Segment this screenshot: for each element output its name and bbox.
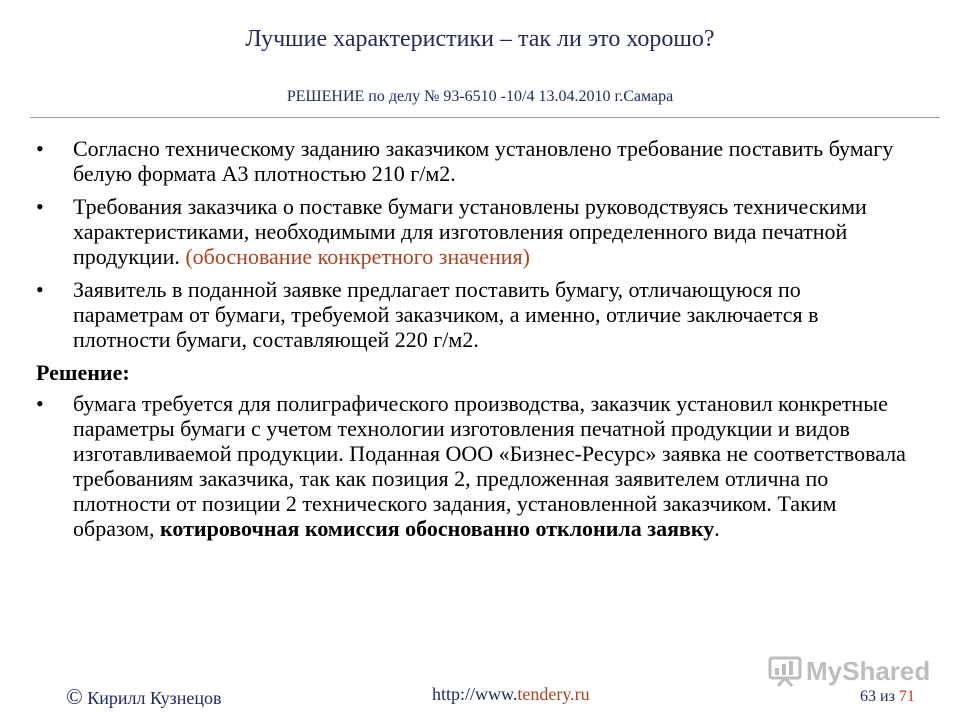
bullet-glyph: • [36,277,44,302]
decision-end: . [714,516,720,541]
watermark-logo [768,654,930,688]
page-counter [860,688,915,706]
page-separator: из [880,688,895,705]
bullet-item [36,277,916,352]
slide-subtitle: РЕШЕНИЕ по делу № 93-6510 -10/4 13.04.2010 г.Самара [286,88,674,105]
footer-url[interactable] [432,684,590,705]
footer-author [66,684,221,710]
bullet-glyph: • [36,391,44,416]
header-divider [30,117,940,118]
decision-text: бумага требуется для полиграфического производства, заказчик установил конкретные параметры бумаги с учетом технологии изготовления печатной продукции и видов изготавливаемой продукции. Поданная ООО «Бизнес-Ресурс» заявка не соответствовала требованиям заказчика, так как позиция 2, предложенная заявителем отлична по плотности от позиции 2 технического задания, установленной заказчиком. Таким образом, [73,391,906,541]
page-current: 63 [860,688,876,705]
bullet-item [36,194,916,269]
page-total: 71 [898,688,915,705]
url-domain: tendery.ru [517,684,590,704]
copyright-symbol: © [66,684,83,709]
decision-bullet [36,391,916,541]
bullet-text: Согласно техническому заданию заказчиком установлено требование поставить бумагу белую формата А3 плотностью 210 г/м2. [73,136,894,186]
watermark-text: MyShared [806,655,931,686]
bullet-glyph: • [36,136,44,161]
bullet-text: Требования заказчика о поставке бумаги установлены руководствуясь техническими характеристиками, необходимыми для изготовления определенного вида печатной продукции. [73,194,867,269]
decision-bold-conclusion: котировочная комиссия обоснованно отклонила заявку [160,516,715,541]
decision-heading: Решение: [36,360,130,385]
bullet-glyph: • [36,194,44,219]
url-prefix: http://www. [432,684,518,704]
bullet-text: Заявитель в поданной заявке предлагает поставить бумагу, отличающуюся по параметрам от бумаги, требуемой заказчиком, а именно, отличие заключается в плотности бумаги, составляющей 220 г/м2. [73,277,819,352]
bullet-accent-note: (обоснование конкретного значения) [185,244,530,269]
slide-body [36,136,916,549]
projector-screen-icon [768,654,802,688]
author-name: Кирилл Кузнецов [87,688,222,708]
slide-title: Лучшие характеристики – так ли это хорошо? [245,26,715,52]
bullet-item [36,136,916,186]
